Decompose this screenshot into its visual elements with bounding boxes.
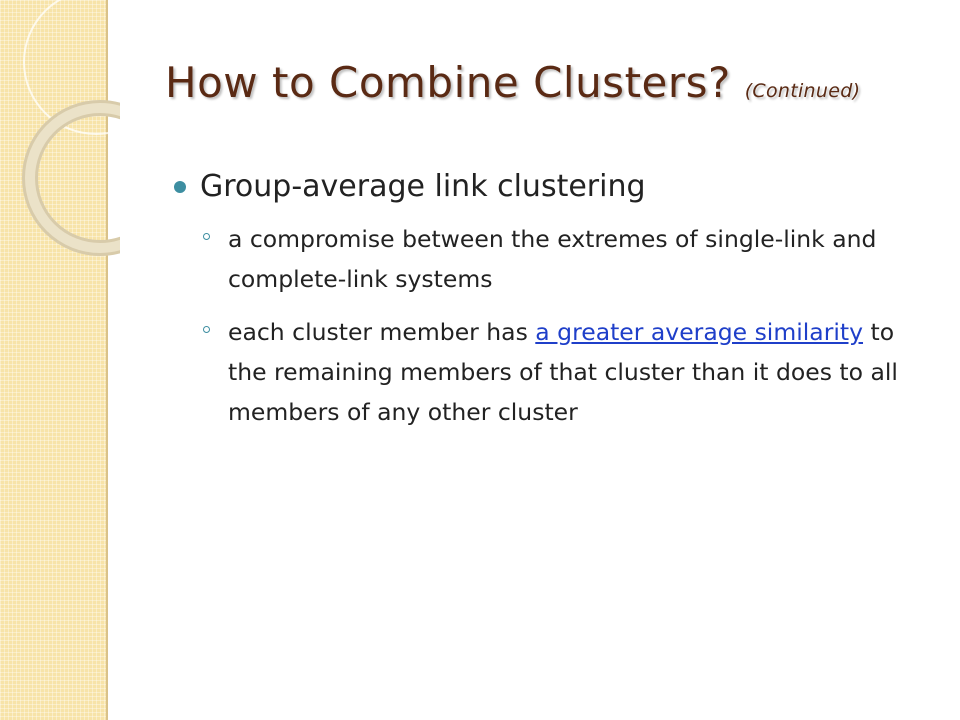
- bullet-text: Group-average link clustering: [200, 169, 646, 204]
- bullet-dot-icon: [174, 181, 186, 193]
- sub-bullet-compromise: [228, 219, 900, 299]
- bullet-group-average: [170, 165, 900, 209]
- sub-bullet-ring-icon: [203, 326, 210, 333]
- sub-bullet-cluster-member: [228, 312, 900, 432]
- decorative-circles-icon: [0, 0, 120, 260]
- page-title: [165, 58, 860, 107]
- sub-bullet-text: a compromise between the extremes of single-link and complete-link systems: [228, 225, 877, 293]
- similarity-link[interactable]: a greater average similarity: [535, 318, 864, 346]
- sub-bullet-text-before: each cluster member has: [228, 318, 536, 346]
- title-text: How to Combine Clusters?: [165, 58, 731, 107]
- sub-bullet-text-after: to the remaining members of that cluster than it does to all members of any other cluster: [228, 318, 898, 426]
- title-suffix: (Continued): [744, 80, 861, 102]
- sub-bullet-ring-icon: [203, 233, 210, 240]
- slide-content: [170, 165, 900, 432]
